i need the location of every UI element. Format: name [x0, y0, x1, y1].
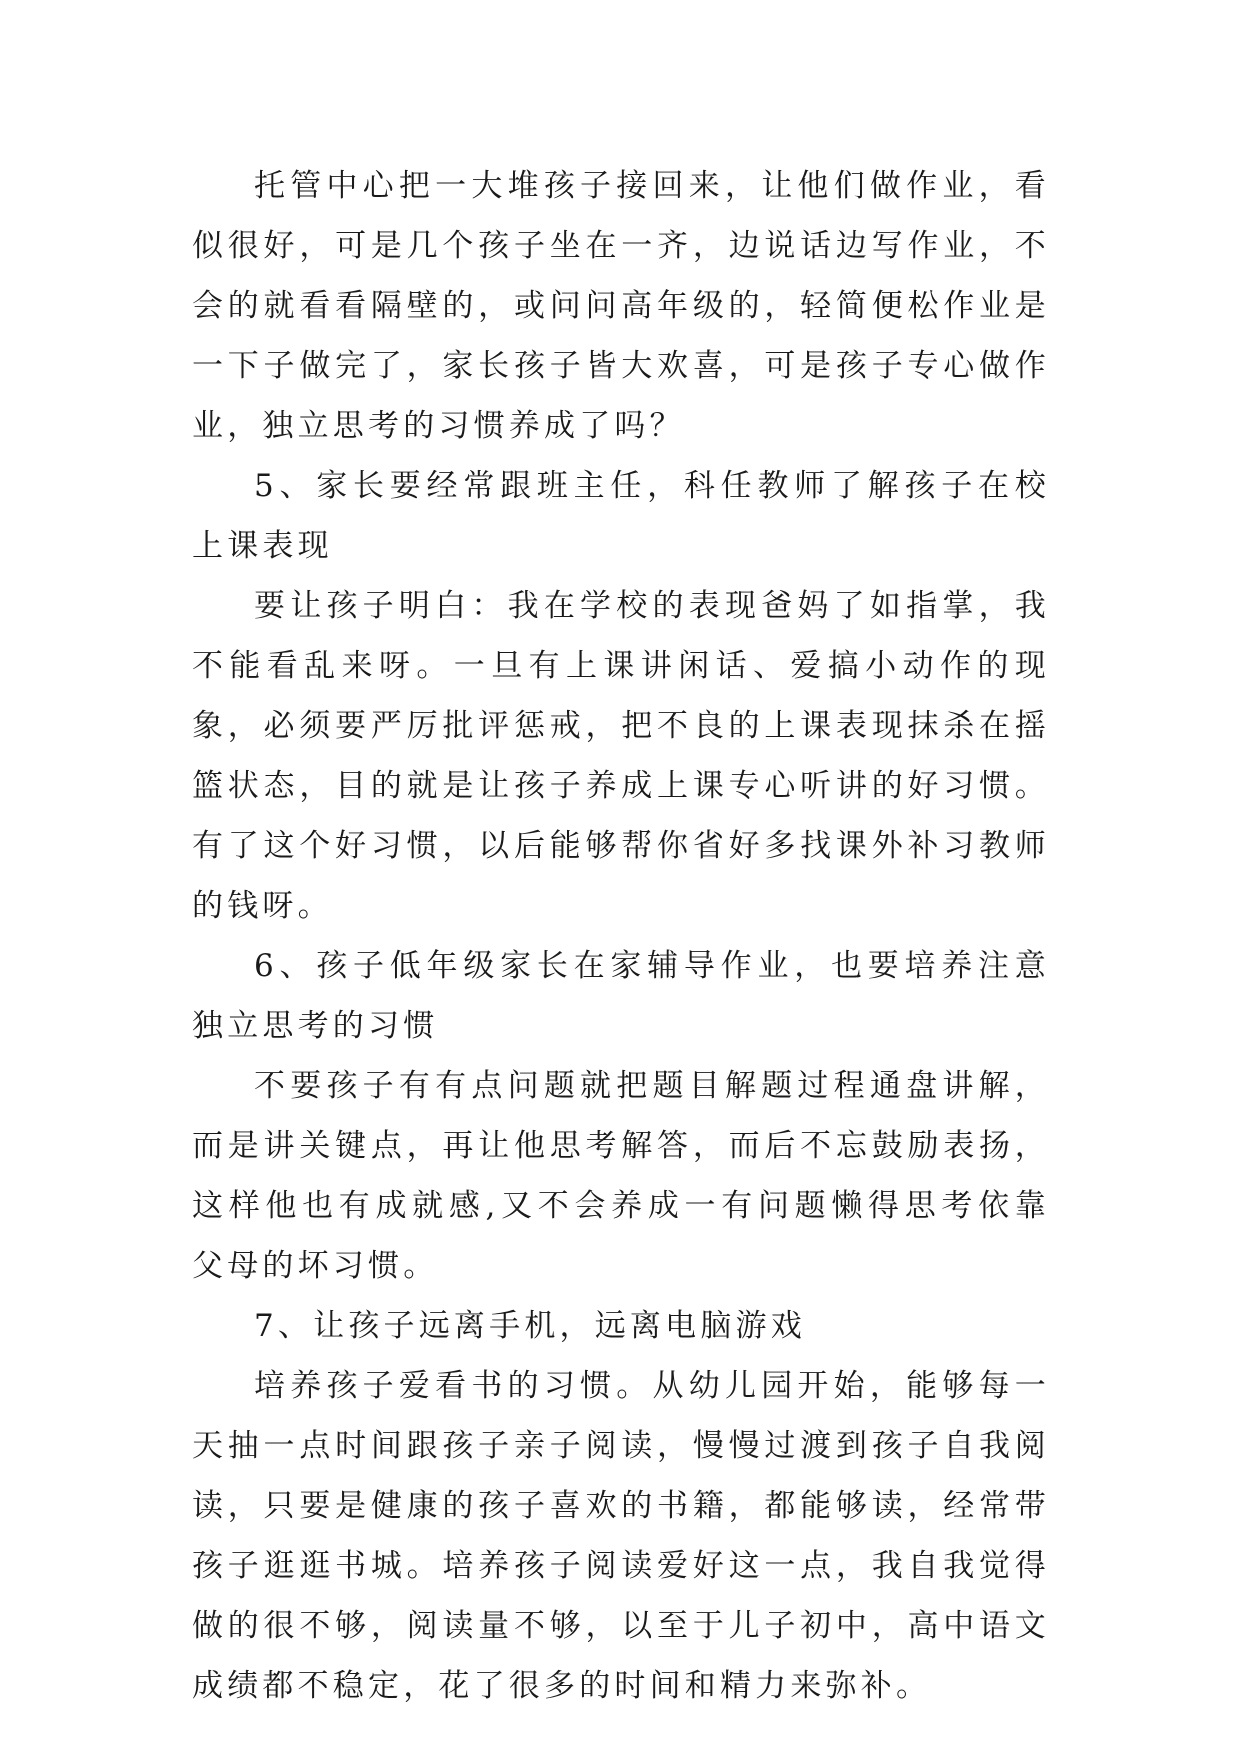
paragraph-childcare-center: 托管中心把一大堆孩子接回来，让他们做作业，看似很好，可是几个孩子坐在一齐，边说话边写作业，不会的就看看隔壁的，或问问高年级的，轻简便松作业是一下子做完了，家长孩子皆大欢喜，可是孩子专心做作业，独立思考的习惯养成了吗？ [192, 168, 1050, 444]
heading-point-6: 6、孩子低年级家长在家辅导作业，也要培养注意独立思考的习惯 [192, 948, 1050, 1044]
paragraph-point-6: 不要孩子有有点问题就把题目解题过程通盘讲解，而是讲关键点，再让他思考解答，而后不忘鼓励表扬，这样他也有成就感,又不会养成一有问题懒得思考依靠父母的坏习惯。 [192, 1068, 1050, 1284]
paragraph-point-5: 要让孩子明白：我在学校的表现爸妈了如指掌，我不能看乱来呀。一旦有上课讲闲话、爱搞小动作的现象，必须要严厉批评惩戒，把不良的上课表现抹杀在摇篮状态，目的就是让孩子养成上课专心听讲的好习惯。有了这个好习惯，以后能够帮你省好多找课外补习教师的钱呀。 [192, 588, 1050, 924]
document-body [192, 156, 1050, 1716]
heading-point-5: 5、家长要经常跟班主任，科任教师了解孩子在校上课表现 [192, 468, 1050, 564]
paragraph-point-7: 培养孩子爱看书的习惯。从幼儿园开始，能够每一天抽一点时间跟孩子亲子阅读，慢慢过渡到孩子自我阅读，只要是健康的孩子喜欢的书籍，都能够读，经常带孩子逛逛书城。培养孩子阅读爱好这一点，我自我觉得做的很不够，阅读量不够，以至于儿子初中，高中语文成绩都不稳定，花了很多的时间和精力来弥补。 [192, 1368, 1050, 1704]
heading-point-7: 7、让孩子远离手机，远离电脑游戏 [254, 1308, 806, 1344]
